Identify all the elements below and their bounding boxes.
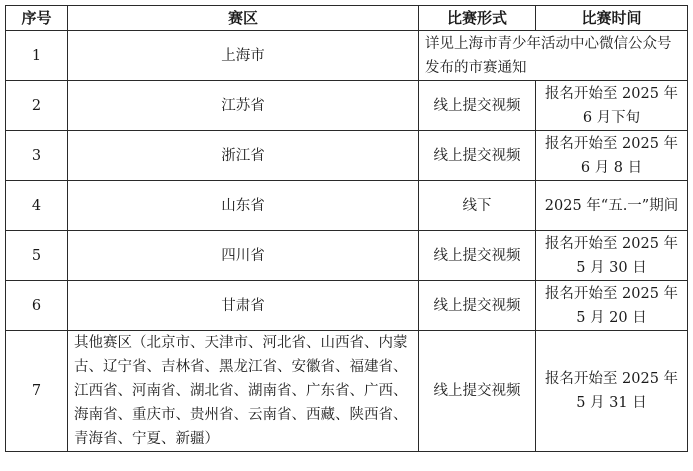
row-region: 浙江省 [68,131,419,181]
row-region: 甘肃省 [68,281,419,331]
row-time: 报名开始至 2025 年 5 月 30 日 [536,231,688,281]
row-form: 线上提交视频 [419,331,536,452]
row-form: 线上提交视频 [419,131,536,181]
header-form: 比赛形式 [419,6,536,31]
row-region: 山东省 [68,181,419,231]
header-region: 赛区 [68,6,419,31]
row-region: 其他赛区（北京市、天津市、河北省、山西省、内蒙古、辽宁省、吉林省、黑龙江省、安徽省、福建省、江西省、河南省、湖北省、湖南省、广东省、广西、海南省、重庆市、贵州省、云南省、西藏、陕西省、青海省、宁夏、新疆） [68,331,419,452]
row-form: 线上提交视频 [419,231,536,281]
header-time: 比赛时间 [536,6,688,31]
row-no: 2 [6,81,68,131]
row-time: 报名开始至 2025 年 6 月下旬 [536,81,688,131]
competition-schedule-table [5,5,688,452]
row-region: 四川省 [68,231,419,281]
table-row [6,331,688,452]
row-time: 2025 年“五.一”期间 [536,181,688,231]
table-row [6,231,688,281]
table-row [6,81,688,131]
row-no: 4 [6,181,68,231]
row-no: 6 [6,281,68,331]
row-no: 1 [6,31,68,81]
row-time: 报名开始至 2025 年 5 月 31 日 [536,331,688,452]
table-row [6,131,688,181]
row-no: 3 [6,131,68,181]
row-time: 报名开始至 2025 年 5 月 20 日 [536,281,688,331]
row-form: 线下 [419,181,536,231]
row-form-time-merged: 详见上海市青少年活动中心微信公众号发布的市赛通知 [419,31,688,81]
table-header-row [6,6,688,31]
row-no: 5 [6,231,68,281]
table-row [6,31,688,81]
table-row [6,181,688,231]
row-time: 报名开始至 2025 年 6 月 8 日 [536,131,688,181]
row-region: 江苏省 [68,81,419,131]
table-row [6,281,688,331]
row-form: 线上提交视频 [419,81,536,131]
header-no: 序号 [6,6,68,31]
row-region: 上海市 [68,31,419,81]
row-form: 线上提交视频 [419,281,536,331]
row-no: 7 [6,331,68,452]
